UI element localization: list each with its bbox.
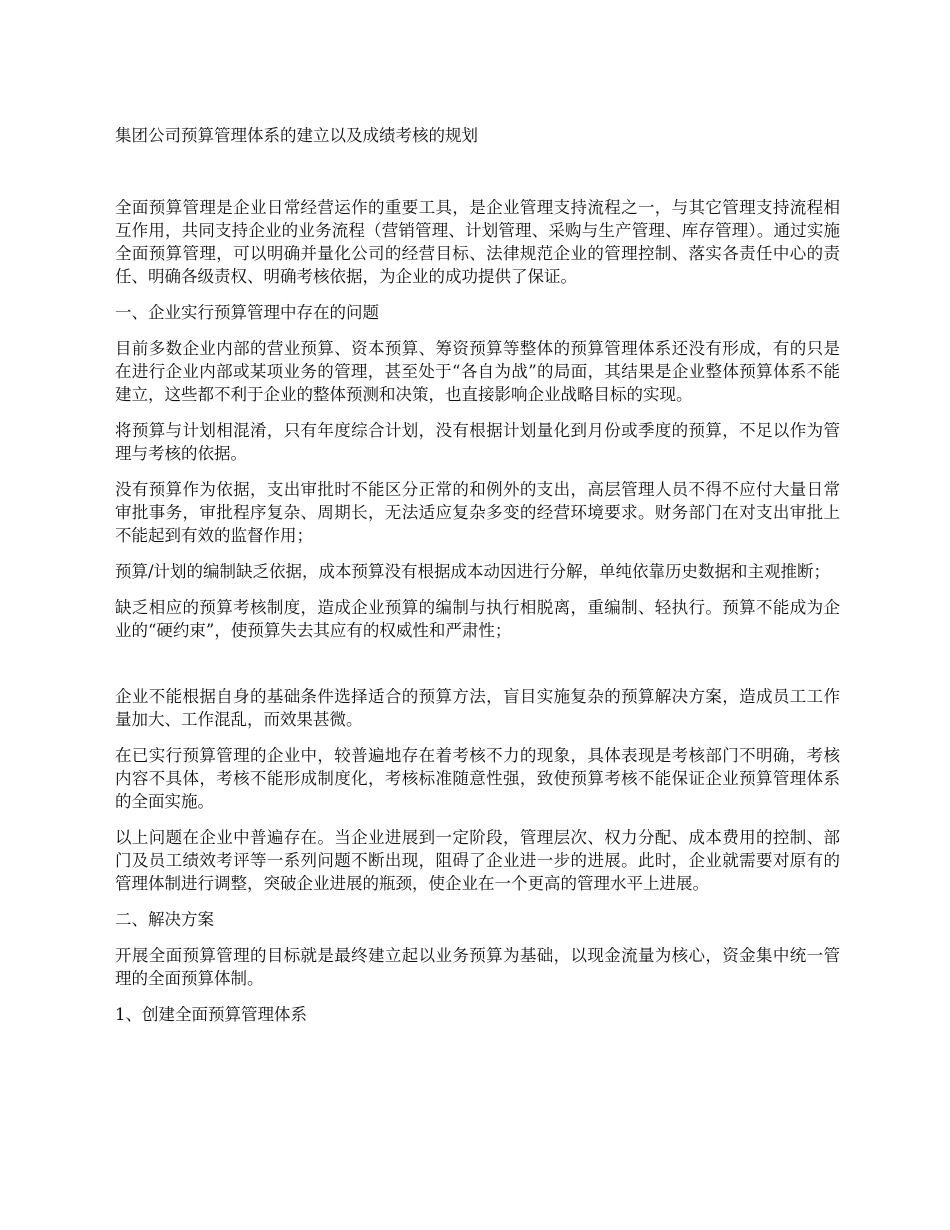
problem-summary-paragraph: 以上问题在企业中普遍存在。当企业进展到一定阶段，管理层次、权力分配、成本费用的控制、部门及员工绩效考评等一系列问题不断出现，阻碍了企业进一步的进展。此时，企业就需要对原有的管理体制进行调整，突破企业进展的瓶颈，使企业在一个更高的管理水平上进展。 [115,828,840,893]
problem-paragraph-2: 将预算与计划相混淆，只有年度综合计划，没有根据计划量化到月份或季度的预算，不足以作为管理与考核的依据。 [115,421,840,463]
solution-paragraph: 开展全面预算管理的目标就是最终建立起以业务预算为基础，以现金流量为核心，资金集中统一管理的全面预算体制。 [115,946,840,988]
section-heading-problems: 一、企业实行预算管理中存在的问题 [115,303,379,322]
problem-paragraph-5: 缺乏相应的预算考核制度，造成企业预算的编制与执行相脱离，重编制、轻执行。预算不能成为企业的“硬约束”，使预算失去其应有的权威性和严肃性； [115,598,840,640]
document-title: 集团公司预算管理体系的建立以及成绩考核的规划 [115,126,478,145]
problem-paragraph-6: 企业不能根据自身的基础条件选择适合的预算方法，盲目实施复杂的预算解决方案，造成员工工作量加大、工作混乱，而效果甚微。 [115,687,840,729]
subsection-heading-system: 1、创建全面预算管理体系 [115,1005,307,1024]
document-body [115,196,840,1039]
problem-paragraph-4: 预算/计划的编制缺乏依据，成本预算没有根据成本动因进行分解，单纯依靠历史数据和主观推断； [115,562,831,581]
section-heading-solution: 二、解决方案 [115,910,214,929]
paragraph-gap [115,655,840,685]
problem-paragraph-1: 目前多数企业内部的营业预算、资本预算、筹资预算等整体的预算管理体系还没有形成，有的只是在进行企业内部或某项业务的管理，甚至处于“各自为战”的局面，其结果是企业整体预算体系不能建立，这些都不利于企业的整体预测和决策，也直接影响企业战略目标的实现。 [115,339,840,404]
problem-paragraph-7: 在已实行预算管理的企业中，较普遍地存在着考核不力的现象，具体表现是考核部门不明确，考核内容不具体，考核不能形成制度化，考核标准随意性强，致使预算考核不能保证企业预算管理体系的全面实施。 [115,746,840,811]
problem-paragraph-3: 没有预算作为依据，支出审批时不能区分正常的和例外的支出，高层管理人员不得不应付大量日常审批事务，审批程序复杂、周期长，无法适应复杂多变的经营环境要求。财务部门在对支出审批上不能起到有效的监督作用； [115,480,840,545]
intro-paragraph: 全面预算管理是企业日常经营运作的重要工具，是企业管理支持流程之一，与其它管理支持流程相互作用，共同支持企业的业务流程（营销管理、计划管理、采购与生产管理、库存管理）。通过实施全面预算管理，可以明确并量化公司的经营目标、法律规范企业的管理控制、落实各责任中心的责任、明确各级责权、明确考核依据，为企业的成功提供了保证。 [115,198,840,286]
